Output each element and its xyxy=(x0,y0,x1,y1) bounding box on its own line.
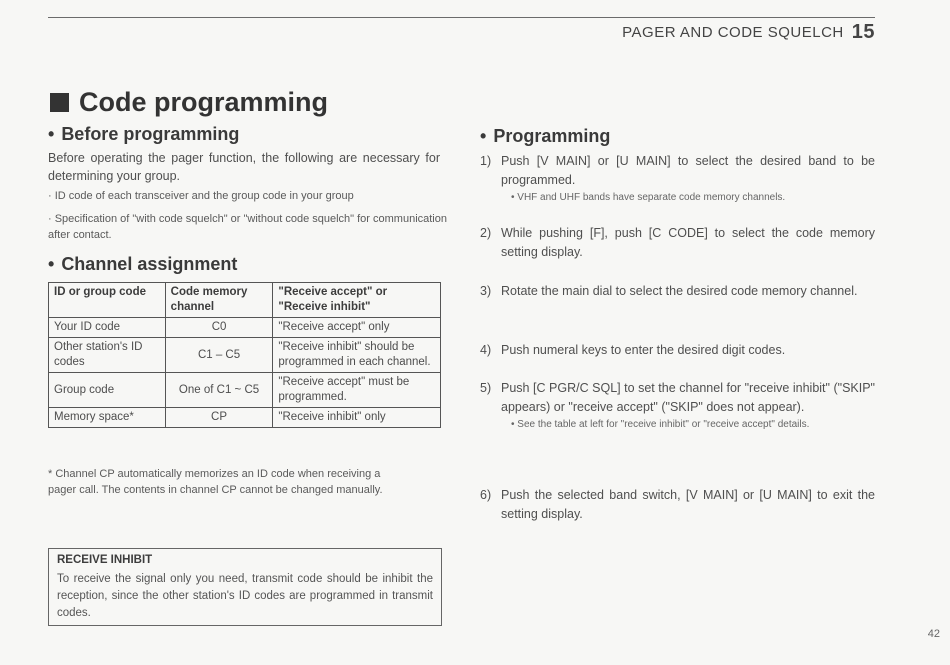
section-title: PAGER AND CODE SQUELCH xyxy=(622,24,844,41)
table-cell: CP xyxy=(165,408,273,428)
before-bullet-1: · ID code of each transceiver and the group code in your group xyxy=(48,190,354,202)
step-number: 6) xyxy=(480,488,492,502)
step-6 xyxy=(480,486,875,524)
table-cell: One of C1 ~ C5 xyxy=(165,373,273,408)
table-cell: Other station's ID codes xyxy=(49,338,166,373)
step-number: 4) xyxy=(480,343,492,357)
top-rule xyxy=(48,17,875,18)
table-cell: Group code xyxy=(49,373,166,408)
section-header xyxy=(622,20,875,43)
channel-assignment-table xyxy=(48,282,441,428)
bullet-dot-icon: • xyxy=(48,124,55,144)
table-row xyxy=(49,338,441,373)
section-number: 15 xyxy=(851,21,875,43)
table-footnote: * Channel CP automatically memorizes an ID code when receiving a pager call. The contents in channel CP cannot be changed manually. xyxy=(48,468,383,496)
bullet-dot-icon: • xyxy=(48,254,55,274)
table-cell: "Receive inhibit" should be programmed in each channel. xyxy=(273,338,441,373)
programming-heading: • Programming xyxy=(480,126,611,146)
step-note: • VHF and UHF bands have separate code memory channels. xyxy=(511,192,786,203)
receive-inhibit-text: To receive the signal only you need, transmit code should be inhibit the reception, since the other station's ID codes are programmed in transmit codes. xyxy=(57,573,433,619)
before-bullet-2: · Specification of "with code squelch" or "without code squelch" for communication after contact. xyxy=(48,213,447,241)
square-bullet-icon xyxy=(50,93,69,112)
step-2 xyxy=(480,224,875,262)
table-cell: C0 xyxy=(165,318,273,338)
step-number: 5) xyxy=(480,381,492,395)
table-cell: "Receive accept" must be programmed. xyxy=(273,373,441,408)
table-cell: Memory space* xyxy=(49,408,166,428)
step-5 xyxy=(480,379,875,432)
step-text: Push numeral keys to enter the desired digit codes. xyxy=(501,343,786,357)
step-text: Push [V MAIN] or [U MAIN] to select the desired band to be programmed. xyxy=(501,154,875,187)
channel-assignment-heading: • Channel assignment xyxy=(48,254,238,274)
table-header: "Receive accept" or "Receive inhibit" xyxy=(273,283,441,318)
step-note: • See the table at left for "receive inhibit" or "receive accept" details. xyxy=(511,419,810,430)
page-title: Code programming xyxy=(50,87,328,118)
table-row xyxy=(49,318,441,338)
table-header-row xyxy=(49,283,441,318)
receive-inhibit-title: RECEIVE INHIBIT xyxy=(57,554,153,566)
table-header: Code memory channel xyxy=(165,283,273,318)
before-programming-heading: • Before programming xyxy=(48,124,240,144)
step-1 xyxy=(480,152,875,205)
page-number: 42 xyxy=(927,628,940,640)
step-number: 1) xyxy=(480,154,492,168)
table-cell: "Receive accept" only xyxy=(273,318,441,338)
table-cell: "Receive inhibit" only xyxy=(273,408,441,428)
step-text: While pushing [F], push [C CODE] to select the code memory setting display. xyxy=(501,226,875,259)
table-cell: Your ID code xyxy=(49,318,166,338)
table-row xyxy=(49,408,441,428)
step-text: Push [C PGR/C SQL] to set the channel for "receive inhibit" ("SKIP" appears) or "receive accept" ("SKIP" does not appear). xyxy=(501,381,875,414)
step-number: 3) xyxy=(480,284,492,298)
bullet-dot-icon: • xyxy=(480,126,487,146)
step-3 xyxy=(480,282,875,301)
step-text: Push the selected band switch, [V MAIN] or [U MAIN] to exit the setting display. xyxy=(501,488,875,521)
table-cell: C1 – C5 xyxy=(165,338,273,373)
before-intro: Before operating the pager function, the following are necessary for determining your group. xyxy=(48,151,440,183)
receive-inhibit-box xyxy=(48,548,442,626)
step-text: Rotate the main dial to select the desired code memory channel. xyxy=(501,284,858,298)
table-row xyxy=(49,373,441,408)
step-number: 2) xyxy=(480,226,492,240)
table-header: ID or group code xyxy=(49,283,166,318)
step-4 xyxy=(480,341,875,360)
